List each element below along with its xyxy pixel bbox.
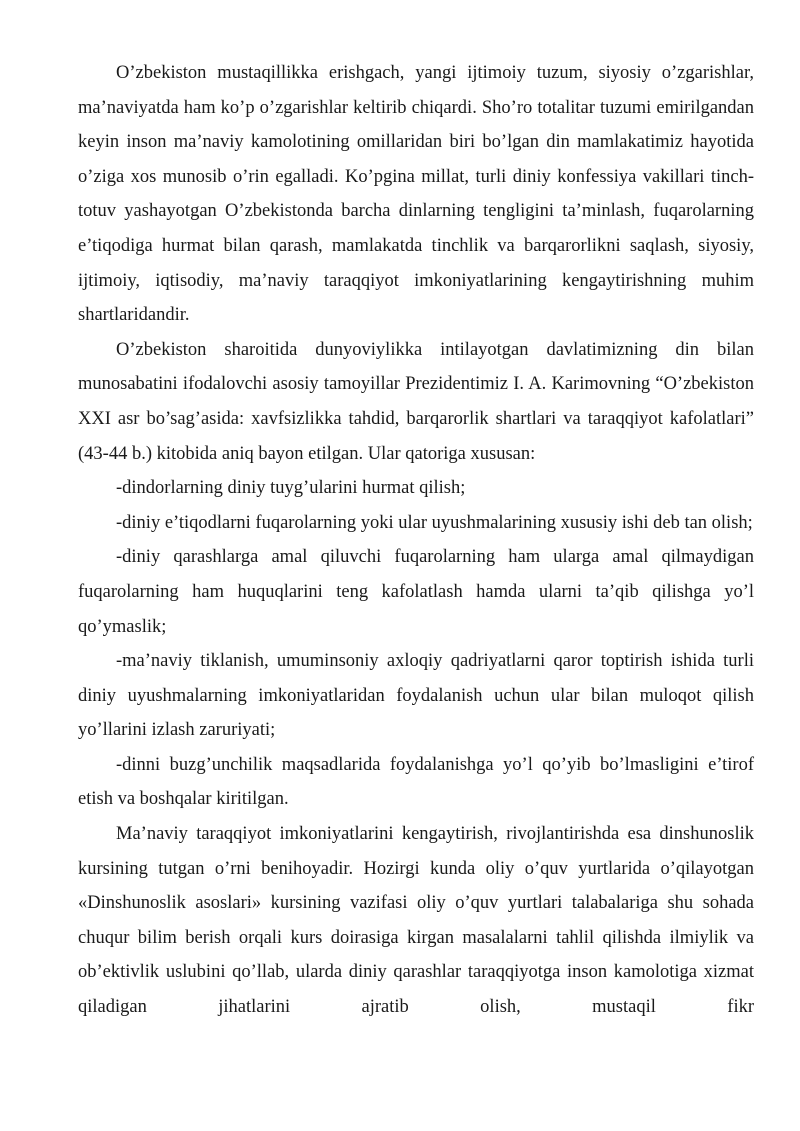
paragraph-secular-principles: O’zbekiston sharoitida dunyoviylikka intilayotgan davlatimizning din bilan munosabatini ifodalovchi asosiy tamoyillar Prezidentimiz I. A. Karimovning “O’zbekiston XXI asr bo’sag’asida: xavfsizlikka tahdid, barqarorlik shartlari va taraqqiyot kafolatlari” (43-44 b.) kitobida aniq bayon etilgan. Ular qatoriga xususan: — [78, 339, 754, 464]
document-page — [78, 56, 754, 1025]
list-item-equal-rights: -diniy qarashlarga amal qiluvchi fuqarolarning ham ularga amal qilmaydigan fuqarolarning ham huquqlarini teng kafolatlash hamda ularni ta’qib qilishga yo’l qo’ymaslik; — [78, 547, 754, 637]
list-item-private-matter: -diniy e’tiqodlarni fuqarolarning yoki ular uyushmalarining xususiy ishi deb tan olish; — [116, 512, 753, 533]
list-item-no-misuse: -dinni buzg’unchilik maqsadlarida foydalanishga yo’l qo’yib bo’lmasligini e’tirof etish va boshqalar kiritilgan. — [78, 754, 754, 810]
paragraph-religious-studies-course: Ma’naviy taraqqiyot imkoniyatlarini kengaytirish, rivojlantirishda esa dinshunoslik kursining tutgan o’rni benihoyadir. Hozirgi kunda oliy o’quv yurtlarida o’qilayotgan «Dinshunoslik asoslari» kursining vazifasi oliy o’quv yurtlari talabalariga shu sohada chuqur bilim berish orqali kurs doirasiga kirgan masalalarni tahlil qilishda ilmiylik va ob’ektivlik uslubini qo’llab, ularda diniy qarashlar taraqqiyotga inson kamolotiga xizmat qiladigan jihatlarini ajratib olish, mustaqil fikr — [78, 824, 754, 1018]
list-item-dialogue: -ma’naviy tiklanish, umuminsoniy axloqiy qadriyatlarni qaror toptirish ishida turli diniy uyushmalarning imkoniyatlaridan foydalanish uchun ular bilan muloqot qilish yo’llarini izlash zaruriyati; — [78, 651, 754, 741]
paragraph-independence-changes: O’zbekiston mustaqillikka erishgach, yangi ijtimoiy tuzum, siyosiy o’zgarishlar, ma’naviyatda ham ko’p o’zgarishlar keltirib chiqardi. Sho’ro totalitar tuzumi emirilgandan keyin inson ma’naviy kamolotining omillaridan biri bo’lgan din mamlakatimiz hayotida o’ziga xos munosib o’rin egalladi. Ko’pgina millat, turli diniy konfessiya vakillari tinch-totuv yashayotgan O’zbekistonda barcha dinlarning tengligini ta’minlash, fuqarolarning e’tiqodiga hurmat bilan qarash, mamlakatda tinchlik va barqarorlikni saqlash, siyosiy, ijtimoiy, iqtisodiy, ma’naviy taraqqiyot imkoniyatlarining kengaytirishning muhim shartlaridandir. — [78, 63, 754, 326]
list-item-respect-feelings: -dindorlarning diniy tuyg’ularini hurmat qilish; — [116, 478, 466, 499]
